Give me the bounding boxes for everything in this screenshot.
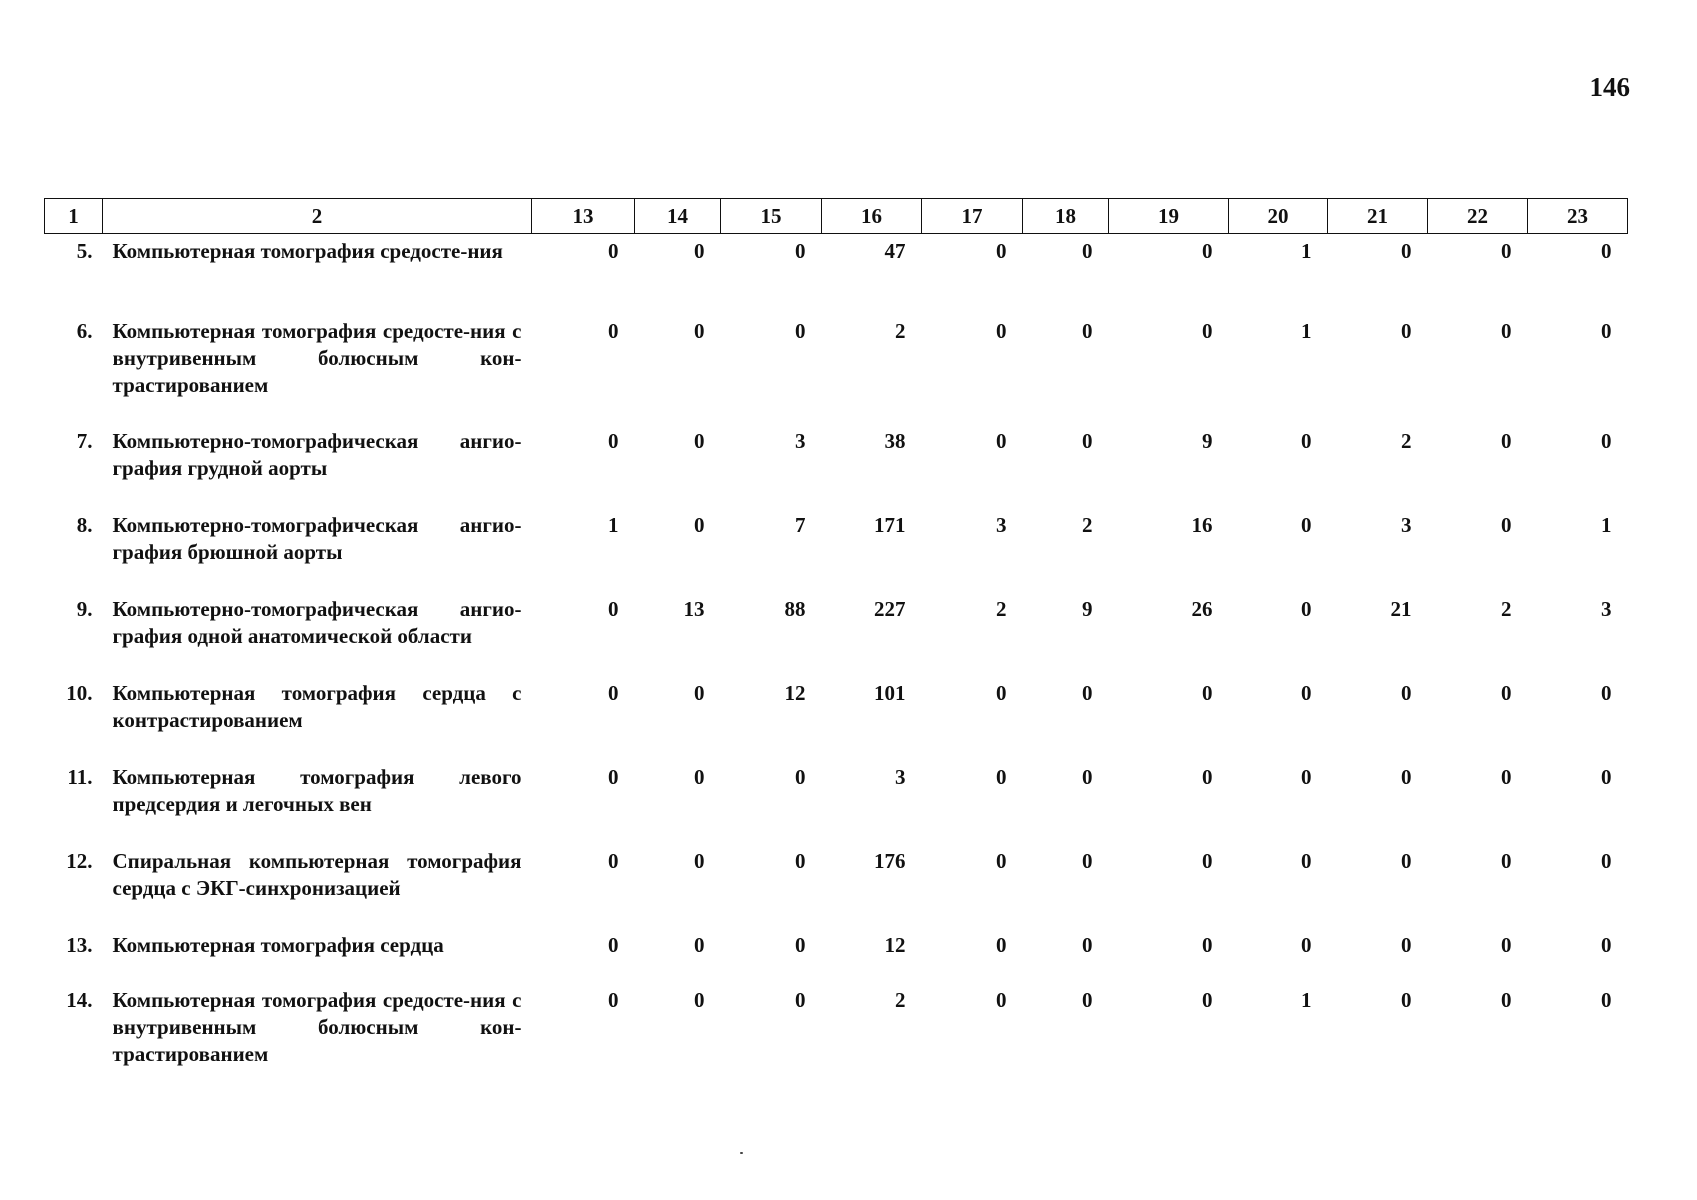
table-row <box>45 932 1628 987</box>
value-cell: 0 <box>1601 988 1612 1012</box>
procedure-name: Компьютерно-томографическая ангио-графия брюшной аорты <box>112 513 522 564</box>
procedure-name: Компьютерно-томографическая ангио-графия одной анатомической области <box>112 597 522 648</box>
value-cell: 0 <box>1601 239 1612 263</box>
value-cell: 0 <box>1202 319 1213 343</box>
value-cell: 0 <box>1401 319 1412 343</box>
value-cell: 38 <box>884 429 906 453</box>
table-row <box>45 987 1628 1071</box>
value-cell: 0 <box>1401 681 1412 705</box>
value-cell: 0 <box>1202 765 1213 789</box>
value-cell: 1 <box>1601 513 1612 537</box>
value-cell: 176 <box>874 849 906 873</box>
value-cell: 2 <box>1401 429 1412 453</box>
table-row <box>45 764 1628 848</box>
value-cell: 0 <box>795 849 806 873</box>
value-cell: 0 <box>1082 849 1093 873</box>
value-cell: 0 <box>1501 988 1512 1012</box>
row-number: 13. <box>66 933 93 957</box>
value-cell: 0 <box>1601 765 1612 789</box>
procedure-name: Компьютерная томография сердца с контрастированием <box>112 681 522 732</box>
value-cell: 0 <box>608 988 619 1012</box>
value-cell: 0 <box>1601 681 1612 705</box>
value-cell: 0 <box>1202 681 1213 705</box>
header-row <box>45 199 1628 234</box>
value-cell: 0 <box>694 849 705 873</box>
value-cell: 0 <box>1301 597 1312 621</box>
value-cell: 0 <box>694 513 705 537</box>
column-header: 15 <box>721 199 822 234</box>
value-cell: 0 <box>1301 681 1312 705</box>
value-cell: 0 <box>694 239 705 263</box>
table-row <box>45 428 1628 512</box>
value-cell: 0 <box>608 597 619 621</box>
value-cell: 0 <box>694 988 705 1012</box>
value-cell: 0 <box>1501 239 1512 263</box>
value-cell: 0 <box>1082 681 1093 705</box>
value-cell: 21 <box>1390 597 1412 621</box>
value-cell: 1 <box>1301 988 1312 1012</box>
row-number: 7. <box>76 429 93 453</box>
value-cell: 0 <box>795 988 806 1012</box>
procedure-name: Компьютерная томография средосте-ния с внутривенным болюсным кон-трастированием <box>112 319 522 397</box>
value-cell: 0 <box>1401 239 1412 263</box>
value-cell: 13 <box>683 597 705 621</box>
value-cell: 0 <box>1501 765 1512 789</box>
value-cell: 0 <box>996 681 1007 705</box>
column-header: 22 <box>1428 199 1528 234</box>
value-cell: 0 <box>795 765 806 789</box>
value-cell: 0 <box>795 319 806 343</box>
value-cell: 0 <box>1501 319 1512 343</box>
value-cell: 0 <box>1501 513 1512 537</box>
value-cell: 2 <box>895 319 906 343</box>
value-cell: 1 <box>1301 239 1312 263</box>
page-number: 146 <box>1589 72 1630 102</box>
value-cell: 0 <box>996 849 1007 873</box>
value-cell: 0 <box>1401 765 1412 789</box>
value-cell: 0 <box>1301 765 1312 789</box>
value-cell: 0 <box>1401 849 1412 873</box>
value-cell: 88 <box>784 597 806 621</box>
value-cell: 0 <box>996 765 1007 789</box>
procedure-name: Компьютерная томография левого предсердия и легочных вен <box>112 765 522 816</box>
value-cell: 0 <box>608 319 619 343</box>
value-cell: 0 <box>1202 988 1213 1012</box>
value-cell: 0 <box>795 933 806 957</box>
value-cell: 0 <box>1301 849 1312 873</box>
value-cell: 0 <box>1082 239 1093 263</box>
value-cell: 9 <box>1202 429 1213 453</box>
value-cell: 0 <box>1202 933 1213 957</box>
value-cell: 0 <box>1501 933 1512 957</box>
column-header: 18 <box>1023 199 1109 234</box>
value-cell: 1 <box>608 513 619 537</box>
value-cell: 0 <box>1601 319 1612 343</box>
value-cell: 0 <box>1501 849 1512 873</box>
procedure-name: Компьютерная томография средосте-ния <box>112 239 503 263</box>
value-cell: 12 <box>884 933 906 957</box>
value-cell: 0 <box>1301 513 1312 537</box>
value-cell: 0 <box>694 933 705 957</box>
value-cell: 0 <box>608 849 619 873</box>
value-cell: 0 <box>694 319 705 343</box>
value-cell: 0 <box>1301 429 1312 453</box>
table-row <box>45 512 1628 596</box>
value-cell: 0 <box>996 988 1007 1012</box>
value-cell: 0 <box>1601 849 1612 873</box>
column-header: 1 <box>45 199 103 234</box>
row-number: 8. <box>76 513 93 537</box>
value-cell: 2 <box>996 597 1007 621</box>
value-cell: 3 <box>795 429 806 453</box>
value-cell: 0 <box>996 933 1007 957</box>
value-cell: 0 <box>996 319 1007 343</box>
row-number: 6. <box>76 319 93 343</box>
column-header: 14 <box>635 199 721 234</box>
value-cell: 0 <box>1082 765 1093 789</box>
procedure-name: Компьютерная томография сердца <box>112 933 444 957</box>
value-cell: 3 <box>1401 513 1412 537</box>
value-cell: 47 <box>884 239 906 263</box>
value-cell: 0 <box>795 239 806 263</box>
column-header: 23 <box>1528 199 1628 234</box>
value-cell: 0 <box>608 933 619 957</box>
value-cell: 171 <box>874 513 906 537</box>
table-row <box>45 318 1628 428</box>
value-cell: 2 <box>1501 597 1512 621</box>
column-header: 17 <box>922 199 1023 234</box>
value-cell: 0 <box>1202 239 1213 263</box>
value-cell: 0 <box>1082 988 1093 1012</box>
value-cell: 3 <box>996 513 1007 537</box>
value-cell: 1 <box>1301 319 1312 343</box>
table-row <box>45 596 1628 680</box>
value-cell: 0 <box>694 681 705 705</box>
column-header: 20 <box>1229 199 1328 234</box>
column-header: 16 <box>822 199 922 234</box>
value-cell: 26 <box>1191 597 1213 621</box>
statistics-table <box>44 198 1628 1071</box>
value-cell: 0 <box>694 765 705 789</box>
value-cell: 0 <box>1601 429 1612 453</box>
value-cell: 0 <box>1501 429 1512 453</box>
value-cell: 0 <box>1401 988 1412 1012</box>
value-cell: 0 <box>1301 933 1312 957</box>
value-cell: 0 <box>608 681 619 705</box>
row-number: 9. <box>76 597 93 621</box>
value-cell: 2 <box>1082 513 1093 537</box>
procedure-name: Компьютерная томография средосте-ния с внутривенным болюсным кон-трастированием <box>112 988 522 1066</box>
value-cell: 0 <box>996 429 1007 453</box>
value-cell: 0 <box>1401 933 1412 957</box>
row-number: 5. <box>76 239 93 263</box>
value-cell: 3 <box>895 765 906 789</box>
value-cell: 0 <box>996 239 1007 263</box>
table-body <box>45 234 1628 1072</box>
column-header: 13 <box>532 199 635 234</box>
procedure-name: Спиральная компьютерная томография сердца с ЭКГ-синхронизацией <box>112 849 522 900</box>
value-cell: 0 <box>1202 849 1213 873</box>
value-cell: 7 <box>795 513 806 537</box>
value-cell: 0 <box>608 765 619 789</box>
value-cell: 0 <box>1082 319 1093 343</box>
value-cell: 0 <box>608 429 619 453</box>
value-cell: 3 <box>1601 597 1612 621</box>
row-number: 14. <box>66 988 93 1012</box>
value-cell: 2 <box>895 988 906 1012</box>
value-cell: 0 <box>1501 681 1512 705</box>
value-cell: 12 <box>784 681 806 705</box>
table-row <box>45 680 1628 764</box>
value-cell: 0 <box>1601 933 1612 957</box>
value-cell: 9 <box>1082 597 1093 621</box>
value-cell: 227 <box>874 597 906 621</box>
value-cell: 101 <box>874 681 906 705</box>
value-cell: 0 <box>608 239 619 263</box>
table-header <box>45 199 1628 234</box>
column-header: 19 <box>1109 199 1229 234</box>
value-cell: 0 <box>1082 429 1093 453</box>
row-number: 10. <box>66 681 93 705</box>
row-number: 12. <box>66 849 93 873</box>
value-cell: 0 <box>694 429 705 453</box>
column-header: 2 <box>103 199 532 234</box>
value-cell: 0 <box>1082 933 1093 957</box>
table-row <box>45 848 1628 932</box>
column-header: 21 <box>1328 199 1428 234</box>
table-row <box>45 234 1628 319</box>
value-cell: 16 <box>1191 513 1213 537</box>
procedure-name: Компьютерно-томографическая ангио-графия грудной аорты <box>112 429 522 480</box>
row-number: 11. <box>67 765 93 789</box>
scan-speck <box>740 1152 743 1154</box>
